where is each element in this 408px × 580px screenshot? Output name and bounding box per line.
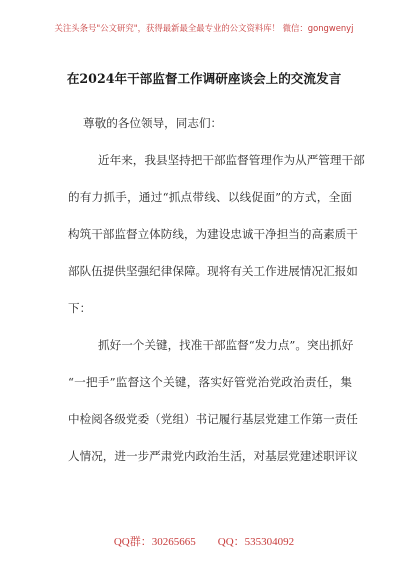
paragraph-line: 构筑干部监督立体防线，为建设忠诚干净担当的高素质干 <box>68 227 358 241</box>
paragraph-line: 中检阅各级党委（党组）书记履行基层党建工作第一责任 <box>68 412 358 426</box>
document-title: 在2024年干部监督工作调研座谈会上的交流发言 <box>66 71 342 86</box>
paragraph-line: 抓好一个关键，找准干部监督“发力点”。突出抓好 <box>98 338 354 352</box>
paragraph-line: 人情况，进一步严肃党内政治生活，对基层党建述职评议 <box>68 449 358 463</box>
paragraph-line: 下： <box>68 301 92 315</box>
paragraph-line: “一把手”监督这个关键，落实好管党治党政治责任，集 <box>68 375 352 389</box>
salutation-line: 尊敬的各位领导，同志们： <box>83 116 223 130</box>
paragraph-line: 的有力抓手，通过“抓点带线、以线促面”的方式，全面 <box>68 190 352 204</box>
header-note: 关注头条号"公文研究"，获得最新最全最专业的公文资料库！ 微信：gongwenyj <box>54 23 354 33</box>
footer-qq-group: QQ群：30265665 <box>113 536 196 548</box>
paragraph-line: 部队伍提供坚强纪律保障。现将有关工作进展情况汇报如 <box>68 264 358 278</box>
footer-qq: QQ：535304092 <box>217 536 295 548</box>
paragraph-line: 近年来，我县坚持把干部监督管理作为从严管理干部 <box>98 153 365 167</box>
footer-contact <box>0 533 408 549</box>
